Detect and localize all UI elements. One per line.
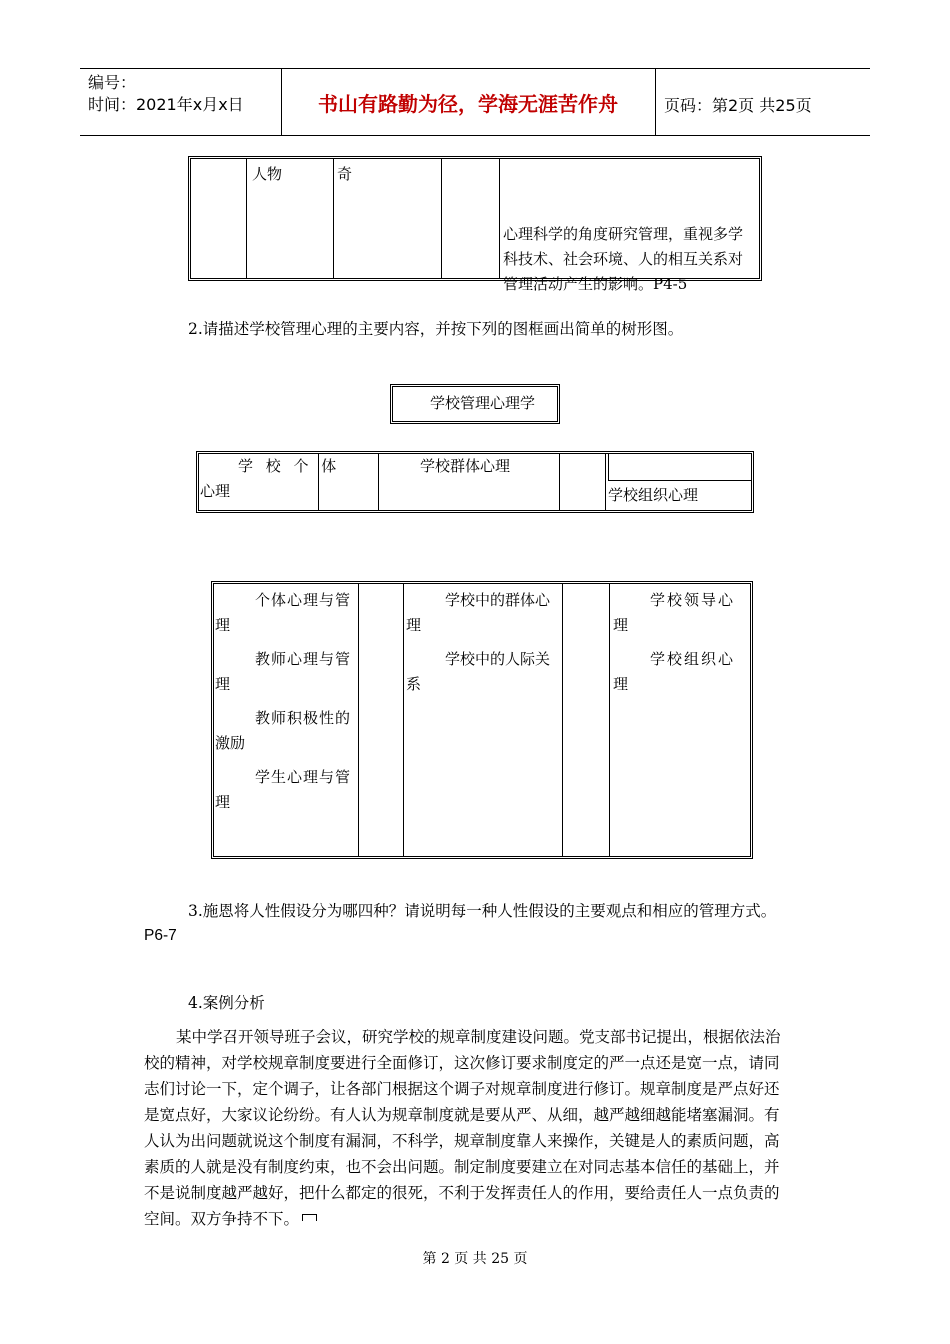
tree-leaf-student: 学生心理与管 [255,768,352,786]
header-bottom-rule [80,135,870,136]
tree-leaf-group: 学校中的群体心 [445,591,551,609]
header-divider [655,68,656,135]
header-motto: 书山有路勤为径，学海无涯苦作舟 [318,92,618,116]
case-line-6: 素质的人就是没有制度约束，也不会出问题。制定制度要建立在对同志基本信任的基础上，并 [144,1158,780,1176]
tree-leaf-teacher-cont: 理 [215,675,231,693]
tree-leaf-motivation-cont: 激励 [215,734,246,752]
tree-col-line [559,453,560,511]
case-line-4: 是宽点好，大家议论纷纷。有人认为规章制度就是要从严、从细，越严越细越能堵塞漏洞。有 [144,1106,780,1124]
table-cell-qi: 奇 [337,165,353,183]
case-line-7: 不是说制度越严越好，把什么都定的很死，不利于发挥责任人的作用，要给责任人一点负责的 [144,1184,780,1202]
tree-leaf-student-cont: 理 [215,793,231,811]
case-line-8: 空间。双方争持不下。 [144,1210,300,1228]
tree-leaf-group-cont: 理 [406,616,422,634]
tree-leaf-relations: 学校中的人际关 [445,650,551,668]
tree-col-line [609,583,610,857]
tree-node-individual-line2: 心理 [200,482,231,500]
tree-col-line [358,583,359,857]
table-cell-desc-line2: 科技术、社会环境、人的相互关系对 [503,250,744,268]
tree-col-line [562,583,563,857]
question-3: 3.施恩将人性假设分为哪四种？请说明每一种人性假设的主要观点和相应的管理方式。 [188,902,777,920]
tree-leaf-leadership: 学校领导心 [650,591,736,609]
table-cell-desc-line1: 心理科学的角度研究管理，重视多学 [503,225,744,243]
header-top-rule [80,68,870,69]
table-cell-desc-line3: 管理活动产生的影响。P4-5 [503,275,688,293]
case-line-3: 志们讨论一下，定个调子，让各部门根据这个调子对规章制度进行修订。规章制度是严点好还 [144,1080,780,1098]
case-line-2: 校的精神，对学校规章制度要进行全面修订，这次修订要求制度定的严一点还是宽一点，请同 [144,1054,780,1072]
case-line-1: 某中学召开领导班子会议，研究学校的规章制度建设问题。党支部书记提出，根据依法治 [176,1028,781,1046]
page-footer: 第 2 页 共 25 页 [422,1251,528,1267]
tree-node-organization: 学校组织心理 [608,486,699,504]
table-col-line [441,158,442,279]
tree-leaf-org-cont: 理 [613,675,629,693]
header-page-info: 页码：第2页 共25页 [664,96,812,115]
question-4-title: 4.案例分析 [188,994,265,1012]
tree-leaf-individual: 个体心理与管 [255,591,352,609]
table-cell-person: 人物 [252,165,283,183]
tree-inner-box [608,453,752,481]
tree-root-label: 学校管理心理学 [430,394,536,412]
tree-leaf-relations-cont: 系 [406,675,422,693]
tree-col-line [403,583,404,857]
header-time: 时间：2021年x月x日 [88,95,244,114]
tree-leaf-individual-cont: 理 [215,616,231,634]
table-col-line [333,158,334,279]
tree-col-line [378,453,379,511]
table-col-line [246,158,247,279]
case-line-5: 人认为出问题就说这个制度有漏洞，不科学，规章制度靠人来操作，关键是人的素质问题，高 [144,1132,780,1150]
tree-col-line [605,453,606,511]
question-2: 2.请描述学校管理心理的主要内容，并按下列的图框画出简单的树形图。 [188,320,684,338]
tree-leaf-org: 学校组织心 [650,650,736,668]
bracket-mark [302,1214,317,1221]
tree-leaf-motivation: 教师积极性的 [255,709,352,727]
tree-node-group: 学校群体心理 [420,457,511,475]
question-3-ref: P6-7 [144,927,177,944]
tree-leaf-leadership-cont: 理 [613,616,629,634]
tree-leaf-teacher: 教师心理与管 [255,650,352,668]
table-col-line [499,158,500,279]
header-number: 编号： [88,73,137,92]
tree-node-individual-line1: 学 校 个 体 [238,457,341,475]
